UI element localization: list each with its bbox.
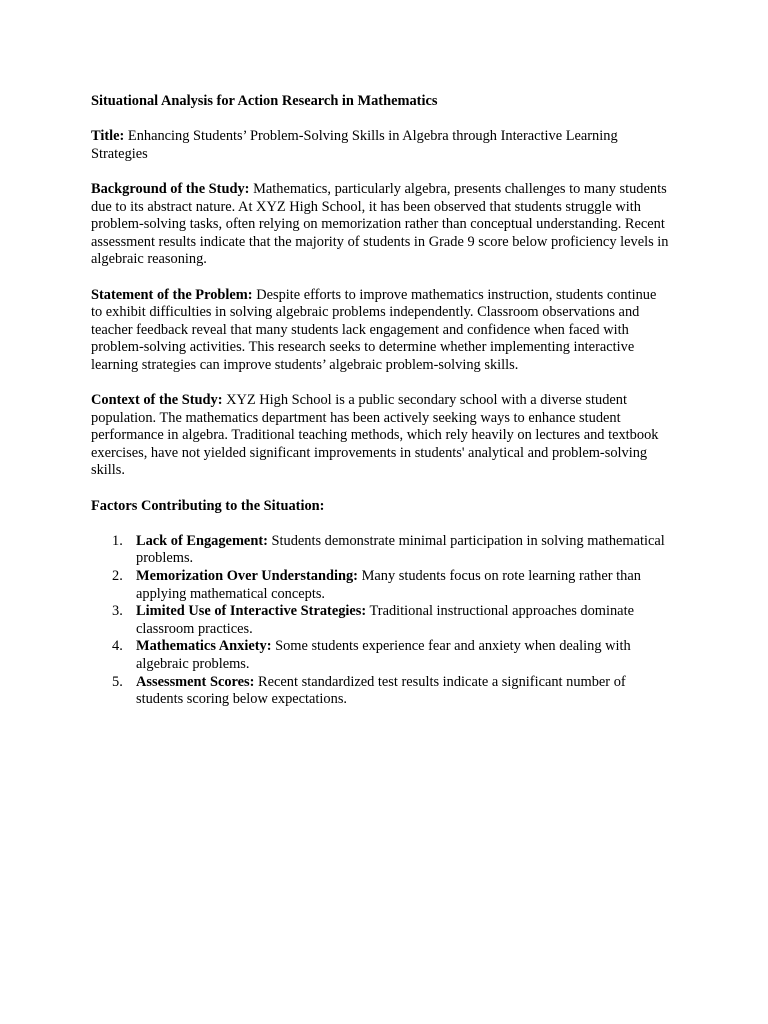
background-text: Mathematics, particularly algebra, presents challenges to many students due to its abstract nature. At XYZ High School, it has been observed that students struggle with problem-solving tasks, often relying on memorization rather than conceptual understanding. Recent assessment results indicate that the majority of students in Grade 9 score below proficiency levels in algebraic reasoning. (91, 180, 669, 268)
factor-text: Some students experience fear and anxiety when dealing with algebraic problems. (136, 638, 631, 672)
factor-number: 1. (112, 532, 123, 549)
context-label: Context of the Study: (91, 392, 223, 409)
factor-text: Many students focus on rote learning rather than applying mathematical concepts. (136, 568, 641, 602)
document-page (91, 93, 671, 709)
factor-label: Assessment Scores: (136, 673, 255, 690)
factor-number: 3. (112, 603, 123, 620)
factor-label: Lack of Engagement: (136, 532, 268, 549)
document-heading: Situational Analysis for Action Research in Mathematics (91, 93, 438, 109)
factor-text: Students demonstrate minimal participation in solving mathematical problems. (136, 532, 665, 567)
factor-item (91, 533, 671, 568)
factor-item (91, 568, 671, 603)
title-paragraph (91, 128, 671, 163)
problem-paragraph (91, 287, 671, 375)
factor-text: Recent standardized test results indicate a significant number of students scoring below expectations. (136, 673, 626, 708)
background-paragraph (91, 181, 671, 269)
problem-text: Despite efforts to improve mathematics instruction, students continue to exhibit difficulties in solving algebraic problems independently. Classroom observations and teacher feedback reveal that many students lack engagement and confidence when faced with problem-solving activities. This research seeks to determine whether implementing interactive learning strategies can improve students’ algebraic problem-solving skills. (91, 286, 657, 373)
factor-item (91, 638, 671, 673)
factor-number: 4. (112, 638, 123, 655)
factor-number: 5. (112, 673, 123, 690)
context-paragraph (91, 392, 671, 480)
title-text: Enhancing Students’ Problem-Solving Skills in Algebra through Interactive Learning Strategies (91, 128, 618, 162)
title-label: Title: (91, 128, 125, 145)
factor-label: Mathematics Anxiety: (136, 638, 272, 655)
factor-item (91, 674, 671, 709)
context-text: XYZ High School is a public secondary school with a diverse student population. The mathematics department has been actively seeking ways to enhance student performance in algebra. Traditional teaching methods, which rely heavily on lectures and textbook exercises, have not yielded significant improvements in students' analytical and problem-solving skills. (91, 392, 659, 479)
factors-list (91, 533, 671, 709)
factor-label: Memorization Over Understanding: (136, 568, 358, 585)
factor-label: Limited Use of Interactive Strategies: (136, 603, 367, 620)
factor-text: Traditional instructional approaches dominate classroom practices. (136, 603, 634, 637)
problem-label: Statement of the Problem: (91, 286, 253, 303)
factor-item (91, 603, 671, 638)
background-label: Background of the Study: (91, 180, 250, 197)
factor-number: 2. (112, 568, 123, 585)
factors-heading: Factors Contributing to the Situation: (91, 497, 325, 514)
